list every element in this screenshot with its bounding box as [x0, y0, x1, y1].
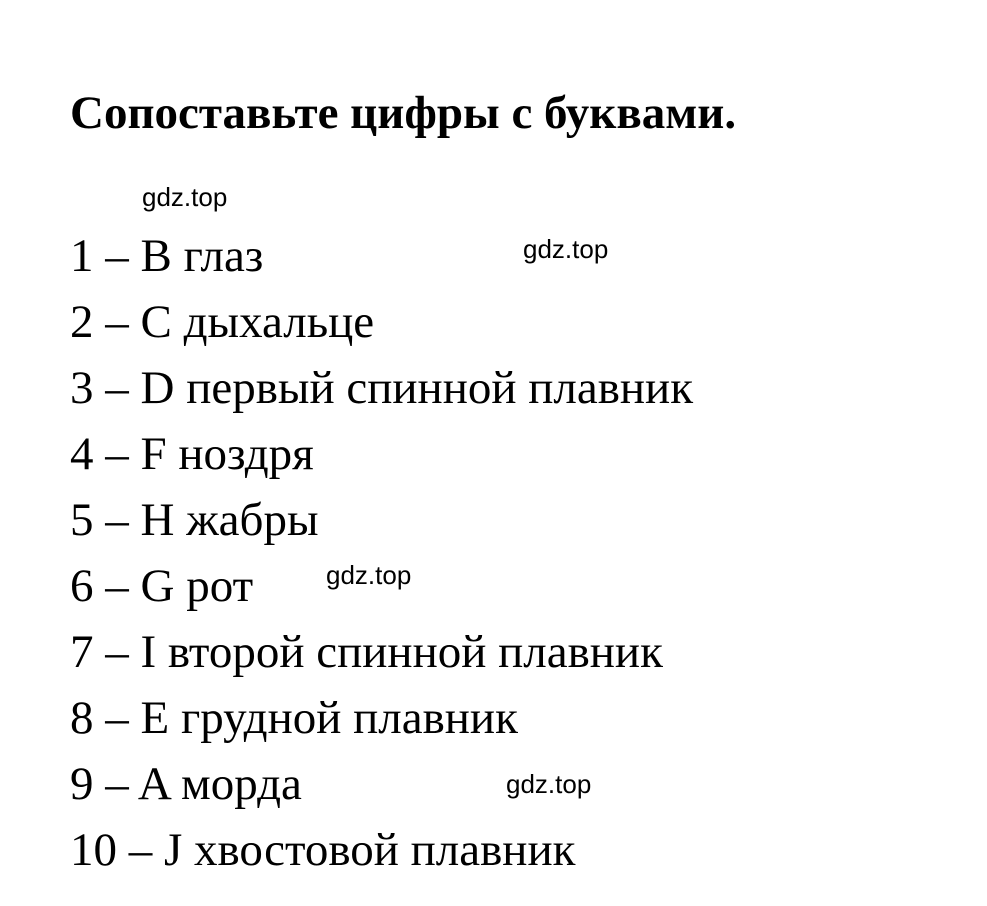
answer-item: 2 – C дыхальце [70, 296, 375, 348]
answer-item: 7 – I второй спинной плавник [70, 626, 663, 678]
answer-item: 1 – B глаз [70, 230, 264, 282]
answer-item: 8 – E грудной плавник [70, 692, 518, 744]
answer-item: 4 – F ноздря [70, 428, 314, 480]
answer-item: 6 – G рот [70, 560, 254, 612]
answer-item: 5 – H жабры [70, 494, 319, 546]
answer-item: 3 – D первый спинной плавник [70, 362, 694, 414]
watermark: gdz.top [523, 234, 609, 264]
watermark: gdz.top [506, 769, 592, 799]
page-title: Сопоставьте цифры с буквами. [70, 87, 737, 139]
watermark: gdz.top [142, 182, 228, 212]
answer-item: 9 – A морда [70, 758, 302, 810]
answer-list [70, 223, 693, 883]
answer-item: 10 – J хвостовой плавник [70, 824, 576, 876]
watermark: gdz.top [326, 560, 412, 590]
